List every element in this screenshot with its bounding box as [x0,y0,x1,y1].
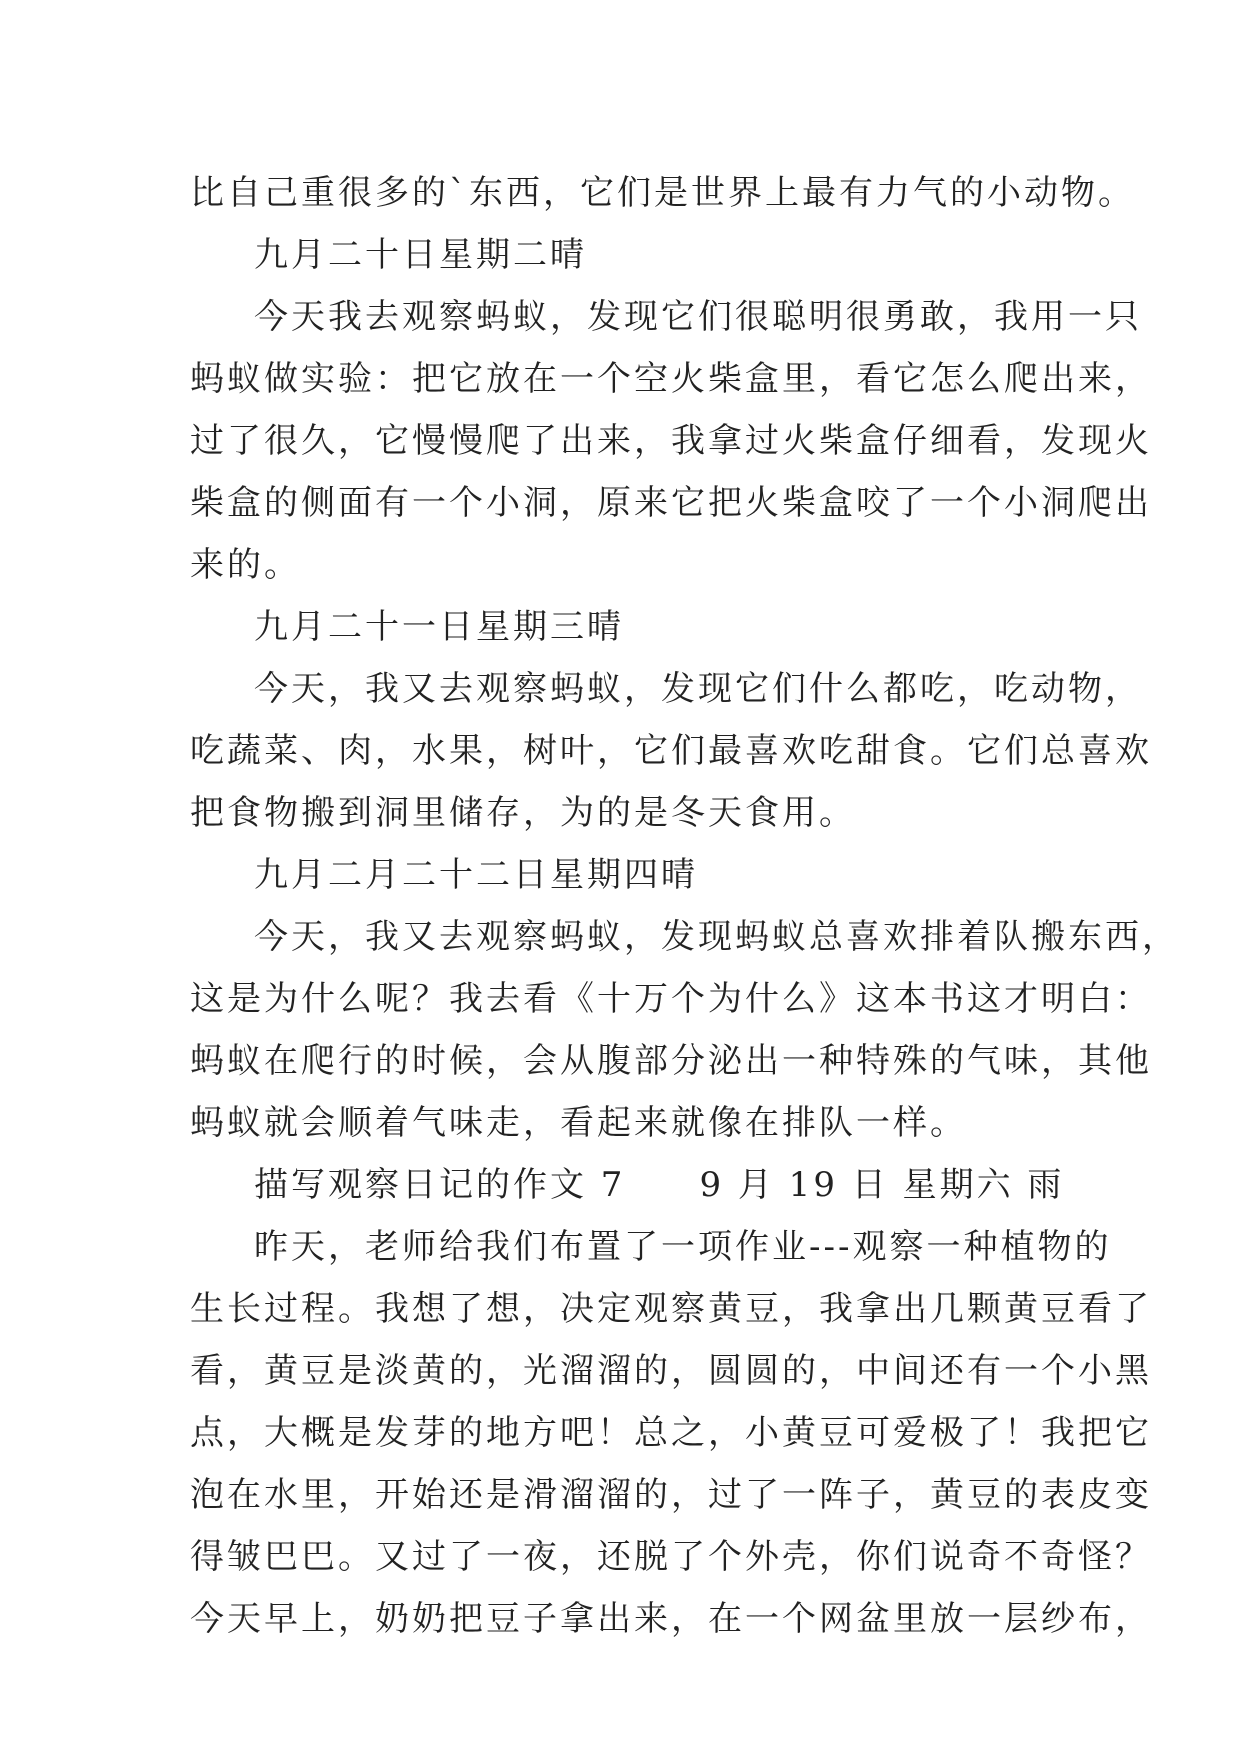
diary-date-heading: 九月二十日星期二晴 [254,235,587,275]
text-line: 今天我去观察蚂蚁，发现它们很聪明很勇敢，我用一只 [254,297,1142,337]
text-line: 看，黄豆是淡黄的，光溜溜的，圆圆的，中间还有一个小黑 [190,1351,1152,1391]
text-line: 蚂蚁就会顺着气味走，看起来就像在排队一样。 [190,1103,967,1143]
text-line: 蚂蚁做实验：把它放在一个空火柴盒里，看它怎么爬出来， [190,359,1152,399]
text-line: 泡在水里，开始还是滑溜溜的，过了一阵子，黄豆的表皮变 [190,1475,1152,1515]
text-line: 点，大概是发芽的地方吧！总之，小黄豆可爱极了！我把它 [190,1413,1152,1453]
document-body [190,162,1179,1650]
text-line: 生长过程。我想了想，决定观察黄豆，我拿出几颗黄豆看了 [190,1289,1152,1329]
text-line: 柴盒的侧面有一个小洞，原来它把火柴盒咬了一个小洞爬出 [190,483,1152,523]
text-line: 把食物搬到洞里储存，为的是冬天食用。 [190,793,856,833]
text-line: 蚂蚁在爬行的时候，会从腹部分泌出一种特殊的气味，其他 [190,1041,1152,1081]
diary-date-heading: 九月二月二十二日星期四晴 [254,855,698,895]
text-line: 这是为什么呢？我去看《十万个为什么》这本书这才明白： [190,979,1152,1019]
text-line: 今天，我又去观察蚂蚁，发现蚂蚁总喜欢排着队搬东西， [254,917,1179,957]
text-line: 今天早上，奶奶把豆子拿出来，在一个网盆里放一层纱布， [190,1599,1152,1639]
text-line: 比自己重很多的`东西，它们是世界上最有力气的小动物。 [190,173,1135,213]
essay-section-heading: 描写观察日记的作文 7 9 月 19 日 星期六 雨 [254,1165,1065,1205]
text-line: 吃蔬菜、肉，水果，树叶，它们最喜欢吃甜食。它们总喜欢 [190,731,1152,771]
text-line: 昨天，老师给我们布置了一项作业---观察一种植物的 [254,1227,1112,1267]
diary-date-heading: 九月二十一日星期三晴 [254,607,624,647]
text-line: 过了很久，它慢慢爬了出来，我拿过火柴盒仔细看，发现火 [190,421,1152,461]
text-line: 今天，我又去观察蚂蚁，发现它们什么都吃，吃动物， [254,669,1142,709]
text-line: 得皱巴巴。又过了一夜，还脱了个外壳，你们说奇不奇怪？ [190,1537,1152,1577]
text-line: 来的。 [190,545,301,585]
